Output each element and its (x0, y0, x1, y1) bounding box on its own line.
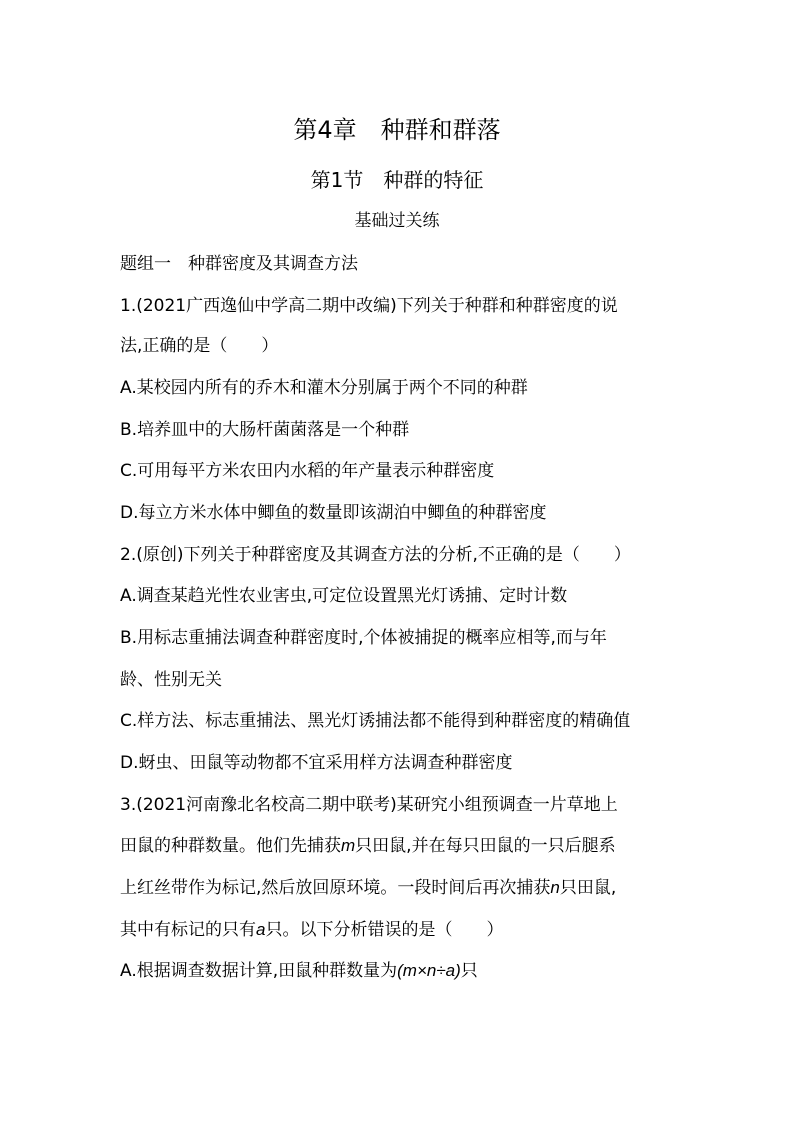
variable-a: a (256, 920, 266, 939)
question-2-option-b-line-1: B.用标志重捕法调查种群密度时,个体被捕捉的概率应相等,而与年 (120, 628, 607, 648)
question-1-option-c: C.可用每平方米农田内水稻的年产量表示种群密度 (120, 461, 495, 481)
question-2-option-d: D.蚜虫、田鼠等动物都不宜采用样方法调查种群密度 (120, 753, 513, 773)
question-3-text: 田鼠的种群数量。他们先捕获 (120, 836, 341, 856)
question-2-option-c: C.样方法、标志重捕法、黑光灯诱捕法都不能得到种群密度的精确值 (120, 711, 631, 731)
section-title: 第1节 种群的特征 (310, 168, 484, 192)
question-3-option-a-text: A.根据调查数据计算,田鼠种群数量为 (120, 961, 398, 981)
question-3-text: 只田鼠,并在每只田鼠的一只后腿系 (355, 836, 616, 856)
question-2-option-a: A.调查某趋光性农业害虫,可定位设置黑光灯诱捕、定时计数 (120, 586, 568, 606)
question-3-text: 其中有标记的只有 (120, 920, 256, 940)
variable-m: m (341, 836, 356, 855)
question-3-stem-line-2 (120, 834, 690, 858)
group-heading: 题组一 种群密度及其调查方法 (120, 254, 358, 274)
question-3-text: 上红丝带作为标记,然后放回原环境。一段时间后再次捕获 (120, 878, 551, 898)
question-3-stem-line-3 (120, 876, 690, 900)
question-3-text: 只。以下分析错误的是（ ） (265, 920, 504, 940)
question-2-option-b-line-2: 龄、性别无关 (120, 670, 222, 690)
variable-n: n (550, 878, 560, 897)
question-3-stem-line-4 (120, 918, 690, 942)
question-1-stem-line-1: 1.(2021广西逸仙中学高二期中改编)下列关于种群和种群密度的说 (120, 296, 618, 316)
question-1-option-b: B.培养皿中的大肠杆菌菌落是一个种群 (120, 420, 410, 440)
population-formula: (m×n÷a) (397, 961, 461, 980)
question-1-option-a: A.某校园内所有的乔木和灌木分别属于两个不同的种群 (120, 378, 528, 398)
exercise-subtitle: 基础过关练 (354, 211, 440, 231)
question-3-stem-line-1: 3.(2021河南豫北名校高二期中联考)某研究小组预调查一片草地上 (120, 795, 618, 815)
question-3-text: 只田鼠, (559, 878, 617, 898)
question-3-option-a (120, 959, 690, 983)
question-3-option-a-unit: 只 (460, 961, 478, 981)
question-1-option-d: D.每立方米水体中鲫鱼的数量即该湖泊中鲫鱼的种群密度 (120, 503, 547, 523)
question-1-stem-line-2: 法,正确的是（ ） (120, 336, 279, 356)
chapter-title: 第4章 种群和群落 (293, 116, 501, 144)
question-2-stem: 2.(原创)下列关于种群密度及其调查方法的分析,不正确的是（ ） (120, 545, 631, 565)
